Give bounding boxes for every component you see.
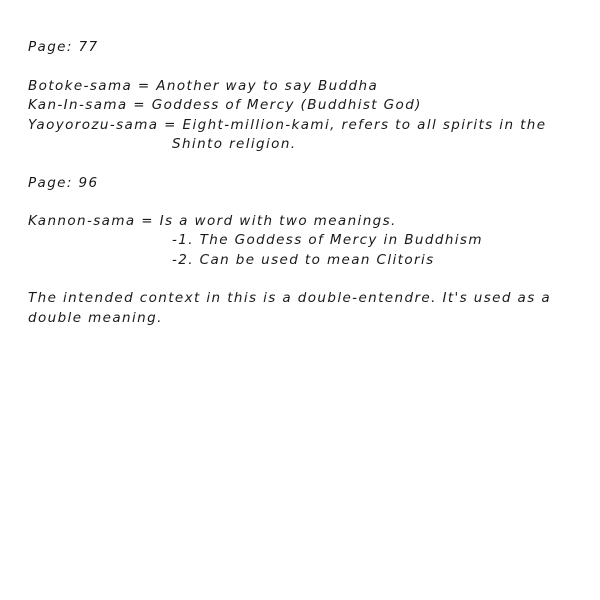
note-yaoyorozu-sama-continuation: Shinto religion. xyxy=(172,136,297,152)
page-label-96: Page: 96 xyxy=(28,175,99,191)
closing-note-line-1: The intended context in this is a double-entendre. It's used as a xyxy=(28,290,552,306)
note-kannon-meaning-2: -2. Can be used to mean Clitoris xyxy=(172,252,435,268)
note-kan-in-sama: Kan-In-sama = Goddess of Mercy (Buddhist God) xyxy=(28,97,422,113)
closing-note-line-2: double meaning. xyxy=(28,310,163,326)
note-botoke-sama: Botoke-sama = Another way to say Buddha xyxy=(28,78,379,94)
note-yaoyorozu-sama: Yaoyorozu-sama = Eight-million-kami, refers to all spirits in the xyxy=(28,117,547,133)
note-kannon-sama: Kannon-sama = Is a word with two meanings. xyxy=(28,213,397,229)
note-kannon-meaning-1: -1. The Goddess of Mercy in Buddhism xyxy=(172,232,483,248)
page-label-77: Page: 77 xyxy=(28,39,99,55)
